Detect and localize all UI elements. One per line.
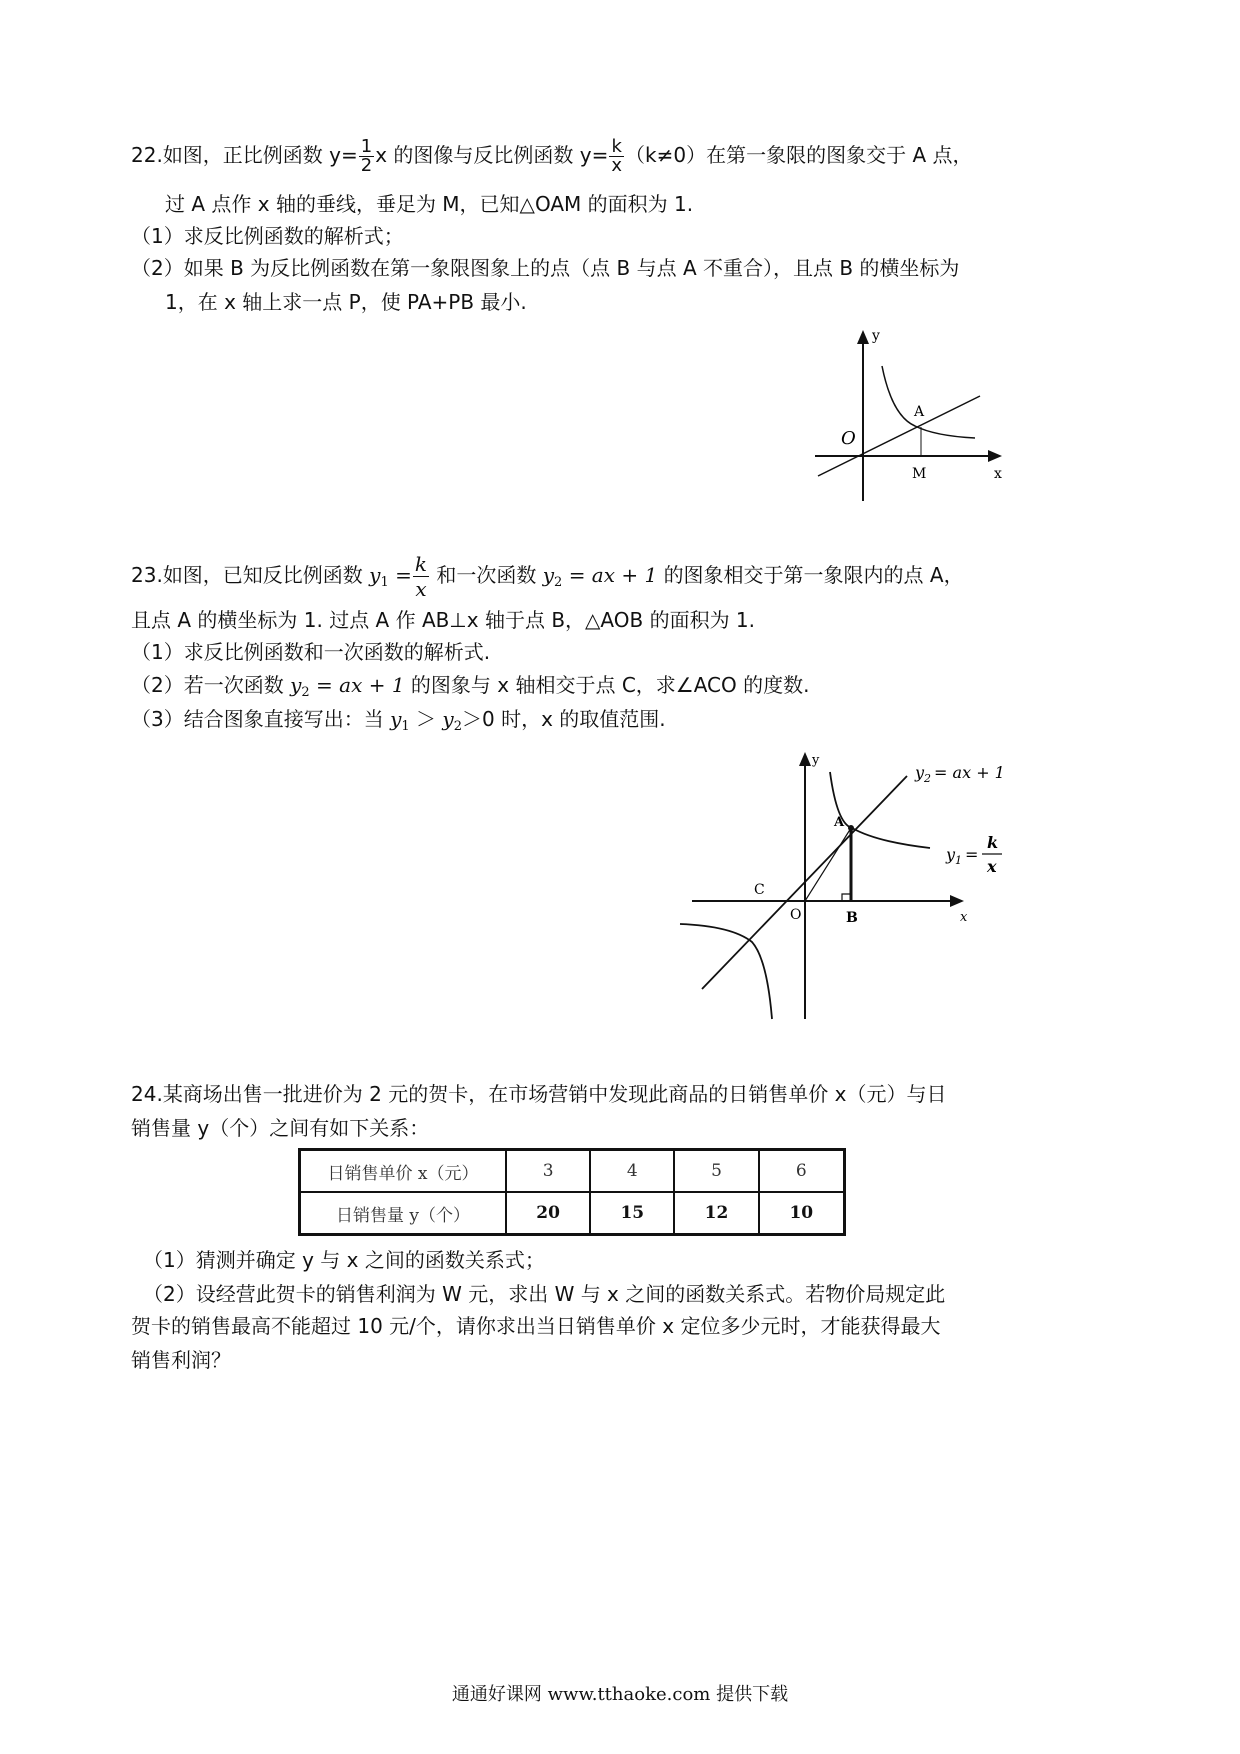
page-footer: 通通好课网 www.tthaoke.com 提供下载 xyxy=(451,1684,789,1705)
q23-part1: （1）求反比例函数和一次函数的解析式. xyxy=(131,640,491,664)
q23-k-over-x-fraction: $\frac{k}{x}$ xyxy=(414,552,428,601)
q23-x-axis-arrow xyxy=(950,895,964,907)
q22-label-o: O xyxy=(841,428,856,449)
svg-text:x: x xyxy=(987,857,997,876)
q24-part2b: 贺卡的销售最高不能超过 10 元/个，请你求出当日销售单价 x 定位多少元时，才能获得最大 xyxy=(131,1314,941,1338)
q24-part2a: （2）设经营此贺卡的销售利润为 W 元，求出 W 与 x 之间的函数关系式。若物价局规定此 xyxy=(143,1282,946,1306)
q24-part1: （1）猜测并确定 y 与 x 之间的函数关系式； xyxy=(143,1248,545,1272)
table-cell: 12 xyxy=(674,1192,758,1235)
q22-label-y: y xyxy=(872,328,880,344)
table-cell: 5 xyxy=(674,1150,758,1193)
q22-part1: （1）求反比例函数的解析式； xyxy=(131,224,404,248)
q22-label-m: M xyxy=(912,466,927,482)
q23-point-a xyxy=(848,825,854,831)
q22-part2b: 1，在 x 轴上求一点 P，使 PA+PB 最小. xyxy=(165,290,527,314)
q22-figure xyxy=(810,326,1010,506)
q23-number: 23. xyxy=(131,563,163,587)
q23-part3: （3）结合图象直接写出：当 $y_1 > y_2>0$ 时，x 的取值范围. xyxy=(131,707,666,734)
q22-k-over-x-fraction: $\frac{k}{x}$ xyxy=(611,136,623,176)
q24-data-table xyxy=(298,1148,846,1236)
table-row xyxy=(300,1192,845,1235)
q22-x-axis-arrow xyxy=(988,450,1002,462)
q23-label-c: C xyxy=(754,882,765,898)
q23-part2: （2）若一次函数 $y_2$ = ax + 1 的图象与 x 轴相交于点 C，求∠ACO 的度数. xyxy=(131,673,810,700)
q23-line1: 23.如图，已知反比例函数 $y_1$ = $\frac{k}{x}$ 和一次函数 $y_2$ = ax + 1 的图象相交于第一象限内的点 A， xyxy=(131,552,964,601)
q23-y-axis-arrow xyxy=(799,752,811,766)
q23-y2: $y_2$ = ax + 1 xyxy=(542,563,658,590)
q23-y1: $y_1$ xyxy=(369,563,389,590)
svg-text:y2= ax + 1: $y_2$ = ax + 1 xyxy=(915,763,1005,785)
table-cell: 4 xyxy=(590,1150,674,1193)
q24-part2c: 销售利润？ xyxy=(131,1348,231,1372)
q23-line2: 且点 A 的横坐标为 1. 过点 A 作 AB⊥x 轴于点 B，△AOB 的面积为 1. xyxy=(131,608,756,632)
q24-line1: 24.某商场出售一批进价为 2 元的贺卡，在市场营销中发现此商品的日销售单价 x（元）与日 xyxy=(131,1082,947,1106)
table-cell: 10 xyxy=(759,1192,845,1235)
q22-y-axis-arrow xyxy=(857,330,869,344)
q23-label-x: x xyxy=(960,910,968,925)
q22-half-fraction: $\frac{1}{2}$ xyxy=(360,136,373,176)
svg-text:k: k xyxy=(987,833,999,852)
q23-figure xyxy=(672,744,1012,1024)
table-header-quantity: 日销售量 y（个） xyxy=(300,1192,507,1235)
q24-line2: 销售量 y（个）之间有如下关系： xyxy=(131,1116,430,1140)
q22-part2a: （2）如果 B 为反比例函数在第一象限图象上的点（点 B 与点 A 不重合），且点 B 的横坐标为 xyxy=(131,256,960,280)
table-cell: 20 xyxy=(506,1192,590,1235)
q23-label-y: y xyxy=(812,753,820,768)
q22-line1: 22.如图，正比例函数 y= $\frac{1}{2}$ x 的图像与反比例函数 y= $\frac{k}{x}$ （k≠0）在第一象限的图象交于 A 点， xyxy=(131,136,973,176)
q23-line-equation-label xyxy=(914,763,1005,785)
q22-label-a: A xyxy=(914,404,925,420)
q23-curve-equation-label xyxy=(945,833,1002,876)
q23-segment-oa xyxy=(805,828,851,901)
q22-label-x: x xyxy=(994,466,1002,482)
q23-label-a: A xyxy=(834,815,845,830)
table-header-price: 日销售单价 x（元） xyxy=(300,1150,507,1193)
table-cell: 6 xyxy=(759,1150,845,1193)
table-cell: 15 xyxy=(590,1192,674,1235)
q22-number: 22. xyxy=(131,143,163,167)
q22-hyperbola xyxy=(882,366,975,438)
q23-hyperbola-q3 xyxy=(680,924,772,1019)
q23-label-o: O xyxy=(790,907,802,923)
table-row xyxy=(300,1150,845,1193)
q23-label-b: B xyxy=(846,910,858,926)
q22-line2: 过 A 点作 x 轴的垂线，垂足为 M，已知△OAM 的面积为 1. xyxy=(165,192,694,216)
table-cell: 3 xyxy=(506,1150,590,1193)
q24-number: 24. xyxy=(131,1082,163,1106)
svg-text:y1=: $y_1$ = xyxy=(946,845,979,867)
